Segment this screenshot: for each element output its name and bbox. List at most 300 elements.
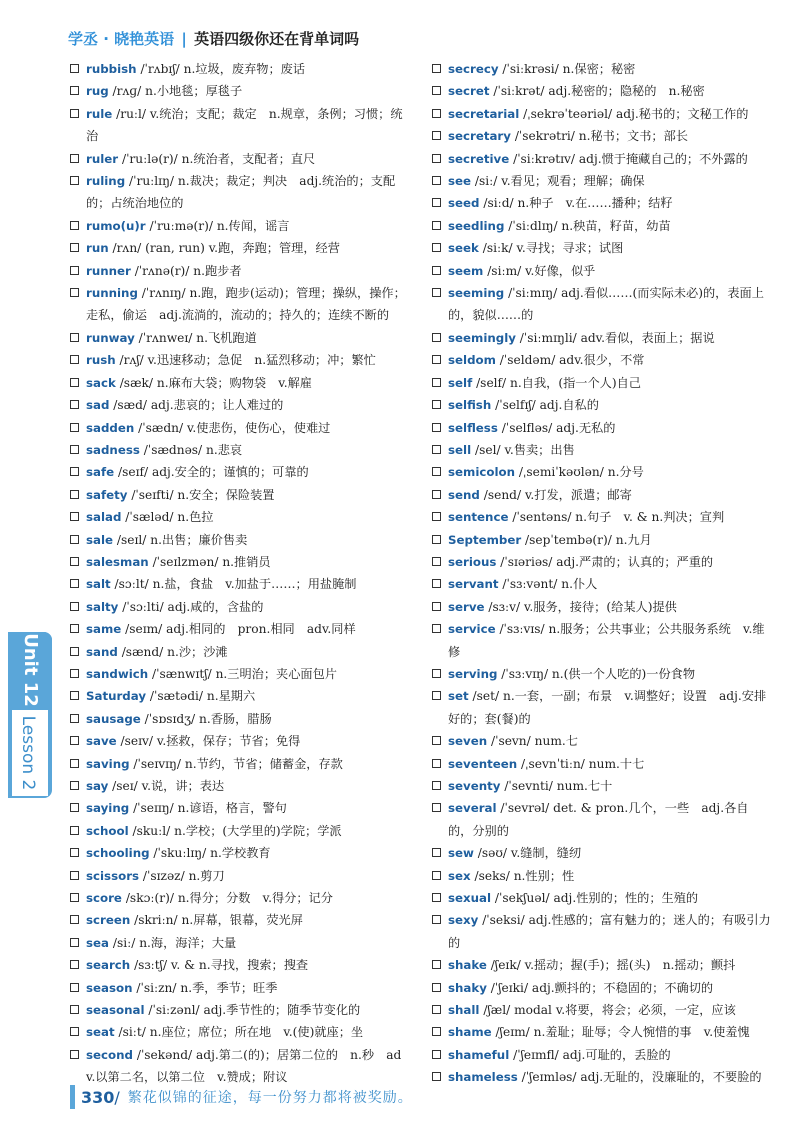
definition: /ˈsevn/ num.七 (487, 734, 578, 749)
checkbox[interactable] (432, 983, 441, 992)
definition: /ˈsɪzəz/ n.剪刀 (139, 868, 225, 883)
vocab-entry (70, 618, 410, 640)
unit-lesson-tab (8, 632, 52, 798)
checkbox[interactable] (70, 803, 79, 812)
headword: salt (86, 577, 111, 592)
definition: /sepˈtembə(r)/ n.九月 (521, 532, 652, 547)
definition: /ˈsɜːvənt/ n.仆人 (498, 577, 598, 592)
vocab-entry (432, 170, 772, 192)
vocab-entry (70, 439, 410, 461)
definition: /ˈsætədi/ n.星期六 (146, 689, 256, 704)
checkbox[interactable] (70, 1005, 79, 1014)
definition: /ˈrʌnɪŋ/ n.跑，跑步(运动)；管理；操纵，操作；走私，偷运 adj.流淌的，流动的；持久的；连续不断的 (86, 286, 406, 323)
headword: shame (448, 1025, 492, 1040)
headword: runner (86, 263, 131, 278)
headword: set (448, 689, 469, 704)
headword: seemingly (448, 330, 516, 345)
definition: /ˈseldəm/ adv.很少，不常 (495, 353, 645, 368)
checkbox[interactable] (432, 579, 441, 588)
headword: same (86, 622, 122, 637)
checkbox[interactable] (70, 176, 79, 185)
vocab-entry (432, 148, 772, 170)
checkbox[interactable] (432, 243, 441, 252)
checkbox[interactable] (432, 288, 441, 297)
checkbox[interactable] (432, 848, 441, 857)
vocab-entry (432, 237, 772, 259)
vocab-entry (432, 753, 772, 775)
checkbox[interactable] (70, 86, 79, 95)
checkbox[interactable] (70, 266, 79, 275)
vocab-entry (70, 1044, 410, 1089)
checkbox[interactable] (432, 624, 441, 633)
vocab-entry (70, 260, 410, 282)
vocab-entry (70, 148, 410, 170)
checkbox[interactable] (70, 109, 79, 118)
right-column (432, 58, 772, 1089)
headword: sexy (448, 913, 479, 928)
checkbox[interactable] (70, 288, 79, 297)
checkbox[interactable] (70, 983, 79, 992)
vocab-entry (432, 865, 772, 887)
definition: /ˈsevrəl/ det. & pron.几个，一些 adj.各自的，分别的 (448, 801, 749, 838)
headword: seasonal (86, 1003, 145, 1018)
checkbox[interactable] (432, 691, 441, 700)
definition: /siːm/ v.好像，似乎 (483, 263, 596, 278)
headword: saving (86, 756, 130, 771)
vocab-entry (70, 753, 410, 775)
vocab-entry (70, 708, 410, 730)
headword: shall (448, 1003, 480, 1018)
definition: /seɪl/ n.出售；廉价售卖 (113, 532, 248, 547)
checkbox[interactable] (70, 915, 79, 924)
checkbox[interactable] (432, 669, 441, 678)
definition: /ˈsɪəriəs/ adj.严肃的；认真的；严重的 (496, 554, 714, 569)
checkbox[interactable] (432, 266, 441, 275)
headword: rule (86, 106, 113, 121)
headword: search (86, 958, 131, 973)
definition: /siːd/ n.种子 v.在……播种；结籽 (479, 196, 673, 211)
definition: /set/ n.一套，一副；布景 v.调整好；设置 adj.安排好的；套(餐)的 (448, 689, 767, 726)
checkbox[interactable] (432, 378, 441, 387)
headword: sea (86, 935, 109, 950)
checkbox[interactable] (432, 759, 441, 768)
headword: safe (86, 465, 115, 480)
definition: /ˈskuːlɪŋ/ n.学校教育 (149, 846, 271, 861)
checkbox[interactable] (70, 960, 79, 969)
headword: sandwich (86, 666, 149, 681)
definition: /sænd/ n.沙；沙滩 (117, 644, 228, 659)
vocab-entry (432, 977, 772, 999)
vocab-entry (70, 103, 410, 148)
vocab-entry (70, 775, 410, 797)
checkbox[interactable] (70, 512, 79, 521)
checkbox[interactable] (432, 154, 441, 163)
definition: /ˈselfləs/ adj.无私的 (497, 420, 616, 435)
checkbox[interactable] (432, 602, 441, 611)
vocab-entry (70, 932, 410, 954)
definition: /ˈsiːdlɪŋ/ n.秧苗，籽苗，幼苗 (504, 218, 671, 233)
definition: /skriːn/ n.屏幕，银幕，荧光屏 (130, 913, 303, 928)
definition: /ˈseɪfti/ n.安全；保险装置 (127, 487, 275, 502)
definition: /rʌɡ/ n.小地毯；厚毯子 (108, 84, 243, 99)
checkbox[interactable] (70, 826, 79, 835)
definition: /sɜːv/ v.服务，接待；(给某人)提供 (484, 599, 677, 614)
checkbox[interactable] (70, 579, 79, 588)
vocab-entry (70, 909, 410, 931)
definition: /seɪv/ v.拯救，保存；节省；免得 (116, 734, 301, 749)
vocab-entry (70, 551, 410, 573)
headword: see (448, 174, 472, 189)
definition: /siː/ n.海，海洋；大量 (108, 935, 237, 950)
vocab-entry (432, 663, 772, 685)
headword: scissors (86, 868, 140, 883)
vocab-entry (70, 215, 410, 237)
vocab-entry (70, 349, 410, 371)
checkbox[interactable] (432, 333, 441, 342)
headword: ruler (86, 151, 119, 166)
checkbox[interactable] (70, 333, 79, 342)
definition: /ˈsiːmɪŋ/ adj.看似……(而实际未必)的，表面上的，貌似……的 (448, 286, 764, 323)
checkbox[interactable] (70, 378, 79, 387)
checkbox[interactable] (432, 176, 441, 185)
vocab-entry (432, 618, 772, 663)
vocab-entry (432, 685, 772, 730)
checkbox[interactable] (432, 803, 441, 812)
vocab-entry (432, 372, 772, 394)
vocab-entry (432, 842, 772, 864)
vocab-entry (70, 573, 410, 595)
vocab-entry (70, 887, 410, 909)
page-slash: / (114, 1087, 120, 1107)
definition: /seks/ n.性别；性 (470, 868, 575, 883)
checkbox[interactable] (70, 535, 79, 544)
vocab-entry (70, 506, 410, 528)
definition: /ˈsekənd/ adj.第二(的)；居第二位的 n.秒 adv.以第二名，以第二位 v.赞成；附议 (86, 1047, 402, 1085)
vocab-entry (432, 215, 772, 237)
headword: ruling (86, 174, 126, 189)
headword: shaky (448, 980, 487, 995)
vocab-entry (70, 641, 410, 663)
unit-label: Unit 12 (8, 632, 52, 708)
brand-name: 学丞 · 晓艳英语 (68, 30, 175, 48)
checkbox[interactable] (432, 1027, 441, 1036)
checkbox[interactable] (432, 512, 441, 521)
definition: /ˈrʌbɪʃ/ n.垃圾，废弃物；废话 (136, 62, 306, 76)
checkbox[interactable] (70, 355, 79, 364)
checkbox[interactable] (70, 714, 79, 723)
checkbox[interactable] (70, 423, 79, 432)
vocab-entry (70, 1021, 410, 1043)
headword: screen (86, 913, 131, 928)
vocab-entry (432, 506, 772, 528)
vocab-entry (432, 349, 772, 371)
headword: school (86, 823, 129, 838)
checkbox[interactable] (432, 86, 441, 95)
vocab-entry (70, 170, 410, 215)
definition: /rʌʃ/ v.迅速移动；急促 n.猛烈移动；冲；繁忙 (115, 353, 376, 368)
headword: saying (86, 801, 130, 816)
footer-motto: 繁花似锦的征途，每一份努力都将被奖励。 (127, 1090, 413, 1106)
definition: /ʃeɪm/ n.羞耻；耻辱；令人惋惜的事 v.使羞愧 (491, 1025, 750, 1040)
vocab-entry (432, 954, 772, 976)
vocab-entry (70, 417, 410, 439)
checkbox[interactable] (70, 154, 79, 163)
definition: /ˈsentəns/ n.句子 v. & n.判决；宣判 (508, 510, 725, 525)
definition: /ˈsædn/ v.使悲伤，使伤心，使难过 (134, 420, 331, 435)
checkbox[interactable] (432, 131, 441, 140)
headword: secretarial (448, 106, 520, 121)
checkbox[interactable] (432, 960, 441, 969)
vocab-entry (70, 372, 410, 394)
vocab-entry (70, 842, 410, 864)
vocab-entry (70, 327, 410, 349)
headword: sausage (86, 711, 141, 726)
left-column (70, 58, 410, 1089)
headword: seeming (448, 286, 505, 301)
checkbox[interactable] (70, 221, 79, 230)
definition: /sæk/ n.麻布大袋；购物袋 v.解雇 (115, 375, 312, 390)
headword: selfless (448, 420, 498, 435)
vocab-entry (70, 865, 410, 887)
checkbox[interactable] (432, 736, 441, 745)
headword: shake (448, 958, 487, 973)
checkbox[interactable] (70, 243, 79, 252)
vocab-entry (432, 529, 772, 551)
definition: /ˈsiːzn/ n.季，季节；旺季 (132, 980, 278, 995)
definition: /seɪm/ adj.相同的 pron.相同 adv.同样 (121, 622, 356, 637)
headword: serve (448, 599, 485, 614)
headword: runway (86, 330, 135, 345)
definition: /send/ v.打发，派遣；邮寄 (479, 487, 632, 502)
checkbox[interactable] (70, 1050, 79, 1059)
definition: /ˈsɒsɪdʒ/ n.香肠，腊肠 (140, 711, 272, 726)
headword: rumo(u)r (86, 218, 146, 233)
headword: secretary (448, 129, 511, 144)
checkbox[interactable] (432, 355, 441, 364)
vocab-entry (432, 1044, 772, 1066)
book-title: 英语四级你还在背单词吗 (194, 30, 360, 48)
vocab-entry (70, 954, 410, 976)
checkbox[interactable] (432, 871, 441, 880)
headword: serious (448, 554, 497, 569)
checkbox[interactable] (70, 557, 79, 566)
vocab-entry (432, 887, 772, 909)
footer-accent-bar (70, 1085, 75, 1109)
headword: safety (86, 487, 128, 502)
vocab-entry (70, 58, 410, 80)
checkbox[interactable] (70, 445, 79, 454)
checkbox[interactable] (70, 1027, 79, 1036)
checkbox[interactable] (432, 1072, 441, 1081)
vocab-entry (432, 596, 772, 618)
headword: say (86, 779, 109, 793)
checkbox[interactable] (432, 109, 441, 118)
headword: running (86, 286, 138, 301)
vocab-entry (432, 909, 772, 954)
definition: /ˈseksi/ adj.性感的；富有魅力的；迷人的；有吸引力的 (448, 913, 771, 950)
headword: secrecy (448, 62, 499, 76)
definition: /ˈrʌnə(r)/ n.跑步者 (130, 263, 242, 278)
checkbox[interactable] (70, 871, 79, 880)
headword: sentence (448, 510, 509, 525)
checkbox[interactable] (70, 781, 79, 790)
headword: sew (448, 846, 474, 861)
vocab-entry (432, 282, 772, 327)
headword: sand (86, 644, 118, 659)
vocab-entry (432, 1021, 772, 1043)
definition: /ˌsemiˈkəʊlən/ n.分号 (515, 465, 644, 480)
definition: /ˈsiːzənl/ adj.季节性的；随季节变化的 (144, 1003, 361, 1018)
definition: /ˈsiːmɪŋli/ adv.看似，表面上；据说 (515, 330, 715, 345)
page-number: 330 (81, 1087, 115, 1107)
headword: second (86, 1047, 133, 1062)
definition: /ˈseɪɪŋ/ n.谚语，格言，警句 (129, 801, 287, 816)
definition: /ˈrʌnweɪ/ n.飞机跑道 (134, 330, 257, 345)
definition: /sɜːtʃ/ v. & n.寻找，搜索；搜查 (130, 958, 309, 973)
vocab-entry (70, 394, 410, 416)
definition: /ˈsæləd/ n.色拉 (121, 510, 214, 525)
vocab-entry (70, 237, 410, 259)
checkbox[interactable] (432, 1050, 441, 1059)
definition: /ˈʃeɪmləs/ adj.无耻的，没廉耻的，不要脸的 (517, 1070, 762, 1085)
lesson-label: Lesson 2 (10, 708, 50, 798)
checkbox[interactable] (432, 445, 441, 454)
vocab-entry (432, 58, 772, 80)
vocab-entry (70, 999, 410, 1021)
checkbox[interactable] (70, 759, 79, 768)
headword: seedling (448, 218, 505, 233)
headword: Saturday (86, 689, 147, 704)
definition: /skuːl/ n.学校；(大学里的)学院；学派 (128, 823, 342, 838)
definition: /ˈsɜːvɪŋ/ n.(供一个人吃的)一份食物 (497, 666, 696, 681)
definition: /siː/ v.看见；观看；理解；确保 (471, 174, 645, 189)
vocab-entry (70, 820, 410, 842)
definition: /səʊ/ v.缝制，缝纫 (473, 846, 582, 861)
headword: secret (448, 84, 490, 99)
headword: seed (448, 196, 480, 211)
checkbox[interactable] (432, 557, 441, 566)
checkbox[interactable] (432, 64, 441, 73)
checkbox[interactable] (70, 624, 79, 633)
headword: save (86, 734, 117, 749)
checkbox[interactable] (70, 64, 79, 73)
vocab-entry (432, 417, 772, 439)
definition: /ˈselfɪʃ/ adj.自私的 (491, 398, 599, 413)
definition: /ˈseɪvɪŋ/ n.节约，节省；储蓄金，存款 (129, 756, 343, 771)
headword: season (86, 980, 133, 995)
definition: /ˈruːlə(r)/ n.统治者，支配者；直尺 (118, 151, 316, 166)
headword: seven (448, 734, 488, 749)
checkbox[interactable] (432, 467, 441, 476)
checkbox[interactable] (70, 467, 79, 476)
checkbox[interactable] (432, 1005, 441, 1014)
checkbox[interactable] (70, 647, 79, 656)
definition: /ˈsiːkrəsi/ n.保密；秘密 (498, 62, 636, 76)
checkbox[interactable] (70, 602, 79, 611)
headword: self (448, 375, 473, 390)
headword: shameful (448, 1047, 510, 1062)
headword: sale (86, 532, 114, 547)
headword: run (86, 241, 109, 256)
definition: /ˈsædnəs/ n.悲哀 (139, 442, 243, 457)
vocab-entry (432, 484, 772, 506)
vocab-entry (432, 192, 772, 214)
checkbox[interactable] (70, 400, 79, 409)
vocab-entry (70, 282, 410, 327)
headword: sex (448, 868, 471, 883)
headword: salty (86, 599, 119, 614)
vocab-entry (432, 260, 772, 282)
headword: several (448, 801, 497, 816)
definition: /sæd/ adj.悲哀的；让人难过的 (109, 398, 284, 413)
checkbox[interactable] (70, 669, 79, 678)
definition: /sel/ v.售卖；出售 (471, 442, 575, 457)
checkbox[interactable] (70, 736, 79, 745)
vocab-entry (70, 977, 410, 999)
vocab-entry (432, 999, 772, 1021)
checkbox[interactable] (70, 938, 79, 947)
checkbox[interactable] (70, 848, 79, 857)
vocab-entry (432, 730, 772, 752)
definition: /ˈsɔːlti/ adj.咸的，含盐的 (118, 599, 264, 614)
definition: /ˈsekrətri/ n.秘书；文书；部长 (510, 129, 688, 144)
definition: /ʃæl/ modal v.将要，将会；必须，一定，应该 (479, 1003, 736, 1018)
checkbox[interactable] (432, 400, 441, 409)
headword: serving (448, 666, 498, 681)
checkbox[interactable] (70, 490, 79, 499)
vocab-entry (70, 80, 410, 102)
checkbox[interactable] (432, 221, 441, 230)
checkbox[interactable] (432, 915, 441, 924)
definition: /siːk/ v.寻找；寻求；试图 (478, 241, 624, 256)
checkbox[interactable] (432, 781, 441, 790)
checkbox[interactable] (70, 691, 79, 700)
vocab-entry (432, 551, 772, 573)
definition: /seɪ/ v.说，讲；表达 (108, 779, 225, 793)
checkbox[interactable] (432, 893, 441, 902)
headword: September (448, 532, 522, 547)
definition: /ˈsiːkrətɪv/ adj.惯于掩藏自己的；不外露的 (509, 151, 748, 166)
headword: seek (448, 241, 479, 256)
vocab-entry (432, 797, 772, 842)
headword: rubbish (86, 62, 137, 76)
definition: /ˈʃeɪki/ adj.颤抖的；不稳固的；不确切的 (486, 980, 714, 995)
checkbox[interactable] (70, 893, 79, 902)
checkbox[interactable] (432, 423, 441, 432)
definition: /seɪf/ adj.安全的；谨慎的；可靠的 (114, 465, 309, 480)
headword: salesman (86, 554, 149, 569)
checkbox[interactable] (432, 198, 441, 207)
definition: /rʌn/ (ran, run) v.跑，奔跑；管理，经营 (108, 241, 340, 256)
vocab-entry (432, 573, 772, 595)
definition: /ˈsiːkrət/ adj.秘密的；隐秘的 n.秘密 (489, 84, 705, 99)
vocab-entry (432, 439, 772, 461)
definition: /ˈseɪlzmən/ n.推销员 (148, 554, 271, 569)
vocab-entry (432, 125, 772, 147)
headword: seventy (448, 779, 501, 793)
checkbox[interactable] (432, 490, 441, 499)
vocab-entry (70, 685, 410, 707)
definition: /ˈsevnti/ num.七十 (500, 779, 613, 793)
vocab-entry (70, 663, 410, 685)
headword: sexual (448, 891, 492, 906)
vocab-entry (432, 80, 772, 102)
definition: /ʃeɪk/ v.摇动；握(手)；摇(头) n.摇动；颤抖 (486, 958, 736, 973)
vocab-entry (432, 327, 772, 349)
checkbox[interactable] (432, 535, 441, 544)
vocab-entry (432, 461, 772, 483)
headword: rug (86, 84, 109, 99)
